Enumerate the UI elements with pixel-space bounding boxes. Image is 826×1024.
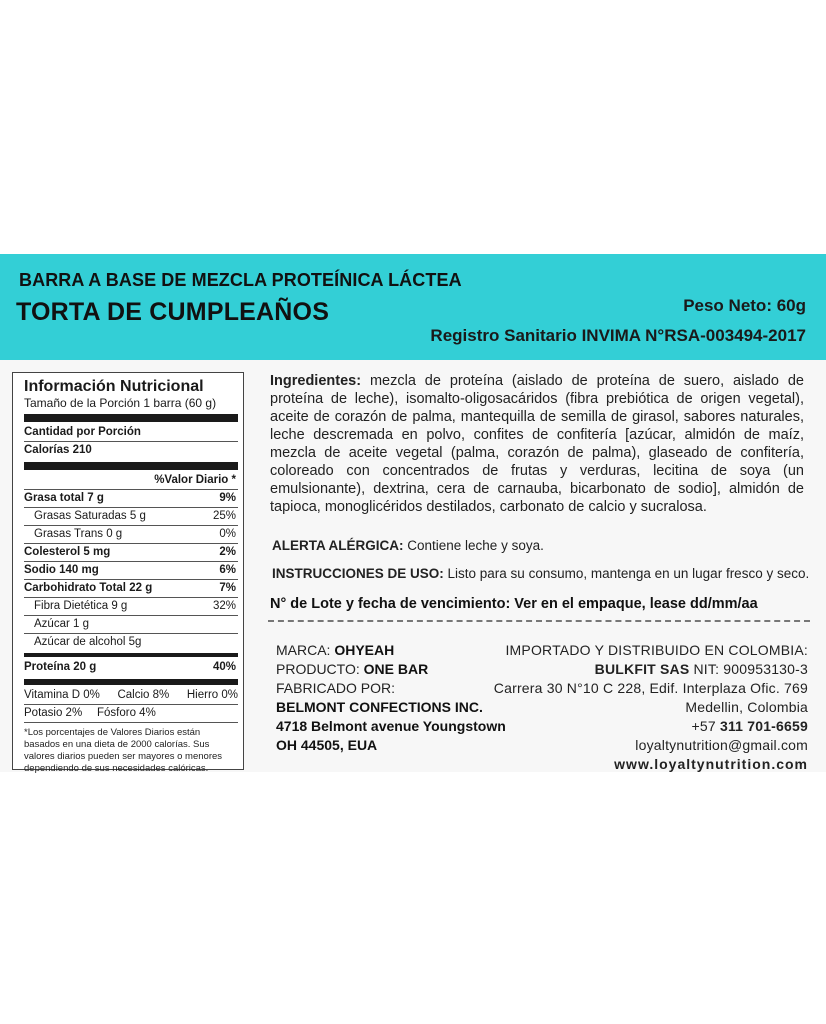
usage-instructions: INSTRUCCIONES DE USO: Listo para su consumo, mantenga en un lugar fresco y seco.	[272, 566, 810, 581]
lot-info: N° de Lote y fecha de vencimiento: Ver en el empaque, lease dd/mm/aa	[270, 596, 758, 612]
nutrient-row: Grasas Saturadas 5 g 25%	[24, 508, 238, 526]
manufacturer-info: MARCA: OHYEAH PRODUCTO: ONE BAR FABRICADO POR: BELMONT CONFECTIONS INC. 4718 Belmont avenue Youngstown OH 44505, EUA	[276, 642, 506, 753]
nutrient-row: Azúcar 1 g	[24, 616, 238, 634]
dv-header: %Valor Diario *	[24, 472, 238, 490]
nutrient-row: Sodio 140 mg 6%	[24, 562, 238, 580]
nutrient-row: Grasa total 7 g 9%	[24, 490, 238, 508]
divider-thick	[24, 462, 238, 470]
divider-thick	[24, 679, 238, 685]
calories-row: Calorías 210	[24, 444, 92, 456]
net-weight: Peso Neto: 60g	[683, 296, 806, 315]
amount-per-serving: Cantidad por Porción	[24, 424, 238, 442]
nutrition-title: Información Nutricional	[24, 378, 204, 395]
dashed-divider	[268, 620, 810, 622]
divider	[24, 653, 238, 657]
distributor-info: IMPORTADO Y DISTRIBUIDO EN COLOMBIA: BULKFIT SAS NIT: 900953130-3 Carrera 30 N°10 C 228, Edif. Interplaza Ofic. 769 Medellin, Colombia +57 311 701-6659 loyaltynutrition@gmail.com www.loyaltynutrition.com	[493, 642, 808, 772]
nutrient-row: Azúcar de alcohol 5g	[34, 636, 142, 648]
allergen-alert: ALERTA ALÉRGICA: Contiene leche y soya.	[272, 538, 544, 553]
nutrient-row: Fibra Dietética 9 g 32%	[24, 598, 238, 616]
label-header	[0, 254, 826, 360]
divider-thick	[24, 414, 238, 422]
minerals-row: Potasio 2% Fósforo 4%	[24, 705, 238, 723]
nutrient-row: Grasas Trans 0 g 0%	[24, 526, 238, 544]
sanitary-registration: Registro Sanitario INVIMA N°RSA-003494-2017	[430, 326, 806, 345]
website: www.loyaltynutrition.com	[614, 756, 808, 772]
nutrient-row: Carbohidrato Total 22 g 7%	[24, 580, 238, 598]
email: loyaltynutrition@gmail.com	[635, 737, 808, 753]
product-subtitle: BARRA A BASE DE MEZCLA PROTEÍNICA LÁCTEA	[19, 270, 462, 290]
product-label	[0, 254, 826, 772]
nutrition-facts-panel	[12, 372, 244, 774]
vitamins-row: Vitamina D 0% Calcio 8% Hierro 0%	[24, 687, 238, 705]
serving-size: Tamaño de la Porción 1 barra (60 g)	[24, 396, 217, 410]
footnote: *Los porcentajes de Valores Diarios están basados en una dieta de 2000 calorías. Sus valores diarios pueden ser mayores o menores dependiendo de sus necesidades calóricas.	[24, 727, 223, 774]
nutrient-row: Colesterol 5 mg 2%	[24, 544, 238, 562]
nutrient-row: Proteína 20 g 40%	[24, 661, 236, 673]
ingredients: Ingredientes: mezcla de proteína (aislado de proteína de suero, aislado de proteína de leche), isomalto-oligosacáridos (fibra prebiótica de origen vegetal), aceite de corazón de palma, mantequilla de semilla de girasol, sabores naturales, leche descremada en polvo, confites de confitería [azúcar, almidón de maíz, mezcla de aceite vegetal (palma, corazón de palma), glaseado de confitería, coloreado con concentrados de frutas y verduras, lecitina de soya (un emulsionante), dextrina, cera de carnauba, bicarbonato de sodio], almidón de tapioca, monoglicéridos destilados, carbonato de calcio y sucralosa.	[270, 373, 804, 515]
product-title: TORTA DE CUMPLEAÑOS	[16, 298, 330, 326]
